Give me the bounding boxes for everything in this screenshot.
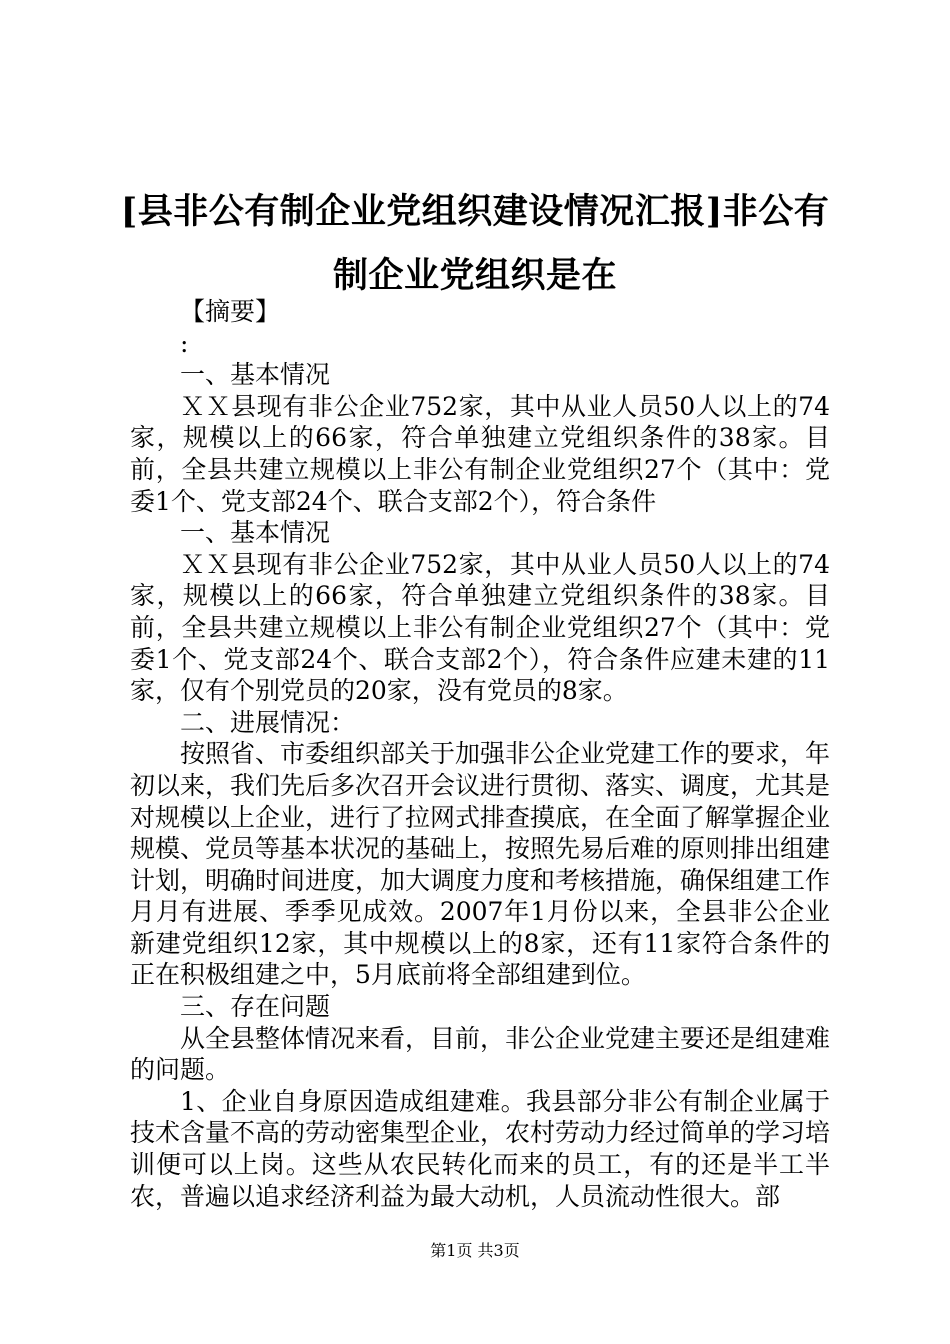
section-heading-basic-repeat: 一、基本情况 (180, 518, 331, 548)
abstract-label: 【摘要】 (180, 297, 281, 326)
section-heading-problems: 三、存在问题 (180, 992, 331, 1022)
paragraph-problems-overview: 从全县整体情况来看，目前，非公企业党建主要还是组建难的问题。 (130, 1023, 831, 1085)
paragraph-basic-summary: ＸＸ县现有非公企业752家，其中从业人员50人以上的74家，规模以上的66家，符合单独建立党组织条件的38家。目前，全县共建立规模以上非公有制企业党组织27个（其中：党委1个、党支部24个、联合支部2个），符合条件 (130, 391, 830, 516)
section-heading-progress: 二、进展情况： (180, 707, 356, 737)
document-title (120, 180, 830, 308)
paragraph-basic-full: ＸＸ县现有非公企业752家，其中从业人员50人以上的74家，规模以上的66家，符合单独建立党组织条件的38家。目前，全县共建立规模以上非公有制企业党组织27个（其中：党委1个、党支部24个、联合支部2个），符合条件应建未建的11家，仅有个别党员的20家，没有党员的8家。 (130, 549, 830, 706)
page-footer: 第1页 共3页 (430, 1241, 520, 1260)
document-body (130, 296, 830, 1212)
abstract-colon: : (180, 328, 189, 358)
paragraph-problem-1: 1、企业自身原因造成组建难。我县部分非公有制企业属于技术含量不高的劳动密集型企业，农村劳动力经过简单的学习培训便可以上岗。这些从农民转化而来的员工，有的还是半工半农，普遍以追求经济利益为最大动机，人员流动性很大。部 (130, 1086, 831, 1211)
title-line-2: 制企业党组织是在 (332, 255, 617, 296)
paragraph-progress: 按照省、市委组织部关于加强非公企业党建工作的要求，年初以来，我们先后多次召开会议进行贯彻、落实、调度，尤其是对规模以上企业，进行了拉网式排查摸底，在全面了解掌握企业规模、党员等基本状况的基础上，按照先易后难的原则排出组建计划，明确时间进度，加大调度力度和考核措施，确保组建工作月月有进展、季季见成效。2007年1月份以来，全县非公企业新建党组织12家，其中规模以上的8家，还有11家符合条件的正在积极组建之中，5月底前将全部组建到位。 (130, 739, 831, 990)
title-line-1: [县非公有制企业党组织建设情况汇报]非公有 (120, 191, 830, 232)
section-heading-basic: 一、基本情况 (180, 360, 331, 390)
